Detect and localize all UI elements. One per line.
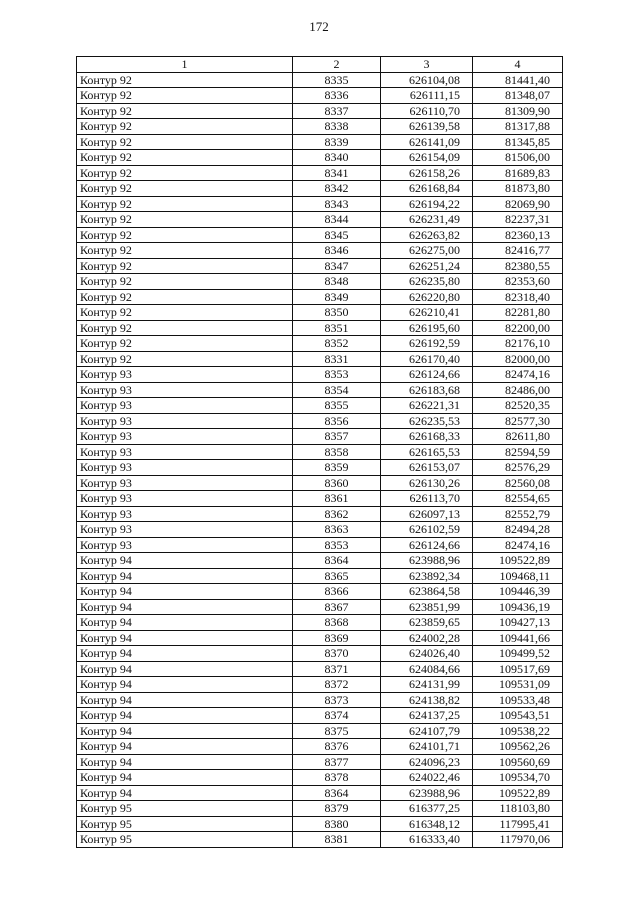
- table-row: [77, 630, 563, 646]
- x-coordinate-cell: 626111,15: [381, 88, 473, 104]
- point-number-cell: 8381: [293, 832, 381, 848]
- point-number-cell: 8347: [293, 258, 381, 274]
- contour-name-cell: Контур 94: [77, 630, 293, 646]
- point-number-cell: 8336: [293, 88, 381, 104]
- contour-name-cell: Контур 93: [77, 475, 293, 491]
- table-row: [77, 72, 563, 88]
- column-header-4: 4: [473, 57, 563, 73]
- y-coordinate-cell: 82494,28: [473, 522, 563, 538]
- point-number-cell: 8340: [293, 150, 381, 166]
- point-number-cell: 8341: [293, 165, 381, 181]
- point-number-cell: 8360: [293, 475, 381, 491]
- table-row: [77, 227, 563, 243]
- table-row: [77, 103, 563, 119]
- x-coordinate-cell: 624137,25: [381, 708, 473, 724]
- point-number-cell: 8350: [293, 305, 381, 321]
- point-number-cell: 8358: [293, 444, 381, 460]
- table-row: [77, 134, 563, 150]
- x-coordinate-cell: 626110,70: [381, 103, 473, 119]
- point-number-cell: 8369: [293, 630, 381, 646]
- contour-name-cell: Контур 94: [77, 754, 293, 770]
- y-coordinate-cell: 82000,00: [473, 351, 563, 367]
- x-coordinate-cell: 626231,49: [381, 212, 473, 228]
- x-coordinate-cell: 623988,96: [381, 553, 473, 569]
- x-coordinate-cell: 624107,79: [381, 723, 473, 739]
- contour-name-cell: Контур 92: [77, 134, 293, 150]
- contour-name-cell: Контур 94: [77, 723, 293, 739]
- contour-name-cell: Контур 93: [77, 413, 293, 429]
- y-coordinate-cell: 82554,65: [473, 491, 563, 507]
- contour-name-cell: Контур 92: [77, 212, 293, 228]
- table-row: [77, 491, 563, 507]
- contour-name-cell: Контур 92: [77, 196, 293, 212]
- contour-name-cell: Контур 93: [77, 398, 293, 414]
- x-coordinate-cell: 626170,40: [381, 351, 473, 367]
- y-coordinate-cell: 82577,30: [473, 413, 563, 429]
- table-row: [77, 150, 563, 166]
- contour-name-cell: Контур 92: [77, 305, 293, 321]
- contour-name-cell: Контур 94: [77, 692, 293, 708]
- point-number-cell: 8348: [293, 274, 381, 290]
- x-coordinate-cell: 626195,60: [381, 320, 473, 336]
- point-number-cell: 8378: [293, 770, 381, 786]
- table-row: [77, 196, 563, 212]
- y-coordinate-cell: 82360,13: [473, 227, 563, 243]
- table-row: [77, 506, 563, 522]
- x-coordinate-cell: 624101,71: [381, 739, 473, 755]
- y-coordinate-cell: 82318,40: [473, 289, 563, 305]
- contour-name-cell: Контур 94: [77, 677, 293, 693]
- point-number-cell: 8377: [293, 754, 381, 770]
- point-number-cell: 8353: [293, 367, 381, 383]
- y-coordinate-cell: 109543,51: [473, 708, 563, 724]
- y-coordinate-cell: 82474,16: [473, 537, 563, 553]
- x-coordinate-cell: 624131,99: [381, 677, 473, 693]
- contour-name-cell: Контур 94: [77, 568, 293, 584]
- table-row: [77, 274, 563, 290]
- contour-name-cell: Контур 92: [77, 165, 293, 181]
- column-header-1: 1: [77, 57, 293, 73]
- x-coordinate-cell: 626168,84: [381, 181, 473, 197]
- y-coordinate-cell: 82176,10: [473, 336, 563, 352]
- table-row: [77, 599, 563, 615]
- x-coordinate-cell: 624002,28: [381, 630, 473, 646]
- point-number-cell: 8376: [293, 739, 381, 755]
- y-coordinate-cell: 81348,07: [473, 88, 563, 104]
- x-coordinate-cell: 626124,66: [381, 537, 473, 553]
- x-coordinate-cell: 624022,46: [381, 770, 473, 786]
- point-number-cell: 8355: [293, 398, 381, 414]
- contour-name-cell: Контур 92: [77, 351, 293, 367]
- x-coordinate-cell: 626154,09: [381, 150, 473, 166]
- table-row: [77, 475, 563, 491]
- x-coordinate-cell: 626153,07: [381, 460, 473, 476]
- x-coordinate-cell: 626104,08: [381, 72, 473, 88]
- y-coordinate-cell: 82611,80: [473, 429, 563, 445]
- x-coordinate-cell: 616333,40: [381, 832, 473, 848]
- point-number-cell: 8337: [293, 103, 381, 119]
- table-row: [77, 646, 563, 662]
- x-coordinate-cell: 623892,34: [381, 568, 473, 584]
- contour-name-cell: Контур 92: [77, 181, 293, 197]
- contour-name-cell: Контур 93: [77, 429, 293, 445]
- contour-name-cell: Контур 92: [77, 336, 293, 352]
- contour-name-cell: Контур 93: [77, 537, 293, 553]
- contour-name-cell: Контур 92: [77, 150, 293, 166]
- contour-name-cell: Контур 94: [77, 584, 293, 600]
- y-coordinate-cell: 109436,19: [473, 599, 563, 615]
- contour-name-cell: Контур 94: [77, 739, 293, 755]
- point-number-cell: 8372: [293, 677, 381, 693]
- contour-name-cell: Контур 94: [77, 708, 293, 724]
- table-row: [77, 692, 563, 708]
- contour-name-cell: Контур 93: [77, 367, 293, 383]
- x-coordinate-cell: 626235,80: [381, 274, 473, 290]
- y-coordinate-cell: 117970,06: [473, 832, 563, 848]
- table-row: [77, 723, 563, 739]
- y-coordinate-cell: 82069,90: [473, 196, 563, 212]
- contour-name-cell: Контур 92: [77, 289, 293, 305]
- y-coordinate-cell: 81309,90: [473, 103, 563, 119]
- x-coordinate-cell: 616377,25: [381, 801, 473, 817]
- table-row: [77, 785, 563, 801]
- table-row: [77, 351, 563, 367]
- point-number-cell: 8368: [293, 615, 381, 631]
- column-header-3: 3: [381, 57, 473, 73]
- y-coordinate-cell: 117995,41: [473, 816, 563, 832]
- table-row: [77, 165, 563, 181]
- x-coordinate-cell: 626130,26: [381, 475, 473, 491]
- table-row: [77, 88, 563, 104]
- contour-name-cell: Контур 94: [77, 661, 293, 677]
- x-coordinate-cell: 626210,41: [381, 305, 473, 321]
- contour-name-cell: Контур 95: [77, 816, 293, 832]
- y-coordinate-cell: 81345,85: [473, 134, 563, 150]
- table-row: [77, 615, 563, 631]
- table-row: [77, 320, 563, 336]
- y-coordinate-cell: 82281,80: [473, 305, 563, 321]
- point-number-cell: 8338: [293, 119, 381, 135]
- x-coordinate-cell: 626235,53: [381, 413, 473, 429]
- contour-name-cell: Контур 95: [77, 832, 293, 848]
- point-number-cell: 8359: [293, 460, 381, 476]
- contour-name-cell: Контур 93: [77, 491, 293, 507]
- y-coordinate-cell: 82560,08: [473, 475, 563, 491]
- y-coordinate-cell: 109427,13: [473, 615, 563, 631]
- contour-name-cell: Контур 94: [77, 553, 293, 569]
- column-header-2: 2: [293, 57, 381, 73]
- table-row: [77, 398, 563, 414]
- point-number-cell: 8361: [293, 491, 381, 507]
- y-coordinate-cell: 81317,88: [473, 119, 563, 135]
- x-coordinate-cell: 626192,59: [381, 336, 473, 352]
- point-number-cell: 8349: [293, 289, 381, 305]
- contour-name-cell: Контур 93: [77, 460, 293, 476]
- point-number-cell: 8363: [293, 522, 381, 538]
- x-coordinate-cell: 624084,66: [381, 661, 473, 677]
- y-coordinate-cell: 109517,69: [473, 661, 563, 677]
- point-number-cell: 8339: [293, 134, 381, 150]
- point-number-cell: 8370: [293, 646, 381, 662]
- contour-name-cell: Контур 92: [77, 227, 293, 243]
- x-coordinate-cell: 626221,31: [381, 398, 473, 414]
- point-number-cell: 8375: [293, 723, 381, 739]
- x-coordinate-cell: 626168,33: [381, 429, 473, 445]
- table-row: [77, 444, 563, 460]
- contour-name-cell: Контур 94: [77, 646, 293, 662]
- x-coordinate-cell: 623988,96: [381, 785, 473, 801]
- y-coordinate-cell: 109446,39: [473, 584, 563, 600]
- x-coordinate-cell: 626158,26: [381, 165, 473, 181]
- point-number-cell: 8357: [293, 429, 381, 445]
- y-coordinate-cell: 82474,16: [473, 367, 563, 383]
- contour-name-cell: Контур 92: [77, 103, 293, 119]
- point-number-cell: 8331: [293, 351, 381, 367]
- y-coordinate-cell: 82380,55: [473, 258, 563, 274]
- x-coordinate-cell: 623859,65: [381, 615, 473, 631]
- x-coordinate-cell: 624026,40: [381, 646, 473, 662]
- point-number-cell: 8373: [293, 692, 381, 708]
- point-number-cell: 8364: [293, 785, 381, 801]
- point-number-cell: 8354: [293, 382, 381, 398]
- contour-name-cell: Контур 92: [77, 72, 293, 88]
- y-coordinate-cell: 109468,11: [473, 568, 563, 584]
- y-coordinate-cell: 81506,00: [473, 150, 563, 166]
- x-coordinate-cell: 626263,82: [381, 227, 473, 243]
- table-row: [77, 677, 563, 693]
- table-row: [77, 212, 563, 228]
- point-number-cell: 8365: [293, 568, 381, 584]
- y-coordinate-cell: 82416,77: [473, 243, 563, 259]
- table-row: [77, 305, 563, 321]
- x-coordinate-cell: 626275,00: [381, 243, 473, 259]
- table-row: [77, 537, 563, 553]
- x-coordinate-cell: 624138,82: [381, 692, 473, 708]
- y-coordinate-cell: 109538,22: [473, 723, 563, 739]
- table-body: [77, 72, 563, 847]
- y-coordinate-cell: 109522,89: [473, 785, 563, 801]
- x-coordinate-cell: 626141,09: [381, 134, 473, 150]
- contour-name-cell: Контур 94: [77, 599, 293, 615]
- point-number-cell: 8344: [293, 212, 381, 228]
- table-row: [77, 584, 563, 600]
- x-coordinate-cell: 616348,12: [381, 816, 473, 832]
- x-coordinate-cell: 626183,68: [381, 382, 473, 398]
- table-row: [77, 770, 563, 786]
- coordinates-table: [76, 56, 563, 848]
- table-row: [77, 367, 563, 383]
- y-coordinate-cell: 109533,48: [473, 692, 563, 708]
- y-coordinate-cell: 109534,70: [473, 770, 563, 786]
- contour-name-cell: Контур 92: [77, 88, 293, 104]
- point-number-cell: 8380: [293, 816, 381, 832]
- y-coordinate-cell: 82486,00: [473, 382, 563, 398]
- table-row: [77, 801, 563, 817]
- table-row: [77, 336, 563, 352]
- table-row: [77, 181, 563, 197]
- contour-name-cell: Контур 94: [77, 785, 293, 801]
- point-number-cell: 8345: [293, 227, 381, 243]
- table-row: [77, 382, 563, 398]
- y-coordinate-cell: 82552,79: [473, 506, 563, 522]
- table-row: [77, 754, 563, 770]
- x-coordinate-cell: 626097,13: [381, 506, 473, 522]
- point-number-cell: 8342: [293, 181, 381, 197]
- table-row: [77, 289, 563, 305]
- y-coordinate-cell: 118103,80: [473, 801, 563, 817]
- contour-name-cell: Контур 93: [77, 444, 293, 460]
- point-number-cell: 8367: [293, 599, 381, 615]
- contour-name-cell: Контур 93: [77, 506, 293, 522]
- contour-name-cell: Контур 92: [77, 258, 293, 274]
- table-header-row: [77, 57, 563, 73]
- table-row: [77, 568, 563, 584]
- x-coordinate-cell: 623864,58: [381, 584, 473, 600]
- contour-name-cell: Контур 93: [77, 382, 293, 398]
- y-coordinate-cell: 109441,66: [473, 630, 563, 646]
- point-number-cell: 8366: [293, 584, 381, 600]
- x-coordinate-cell: 626124,66: [381, 367, 473, 383]
- y-coordinate-cell: 109562,26: [473, 739, 563, 755]
- contour-name-cell: Контур 92: [77, 119, 293, 135]
- contour-name-cell: Контур 94: [77, 770, 293, 786]
- point-number-cell: 8352: [293, 336, 381, 352]
- y-coordinate-cell: 109499,52: [473, 646, 563, 662]
- x-coordinate-cell: 626251,24: [381, 258, 473, 274]
- table-row: [77, 739, 563, 755]
- point-number-cell: 8353: [293, 537, 381, 553]
- page-number: 172: [309, 19, 329, 34]
- table-row: [77, 832, 563, 848]
- x-coordinate-cell: 626113,70: [381, 491, 473, 507]
- x-coordinate-cell: 624096,23: [381, 754, 473, 770]
- point-number-cell: 8371: [293, 661, 381, 677]
- contour-name-cell: Контур 92: [77, 320, 293, 336]
- table-row: [77, 119, 563, 135]
- contour-name-cell: Контур 93: [77, 522, 293, 538]
- contour-name-cell: Контур 94: [77, 615, 293, 631]
- y-coordinate-cell: 82353,60: [473, 274, 563, 290]
- table-row: [77, 522, 563, 538]
- y-coordinate-cell: 109560,69: [473, 754, 563, 770]
- x-coordinate-cell: 626165,53: [381, 444, 473, 460]
- y-coordinate-cell: 109522,89: [473, 553, 563, 569]
- point-number-cell: 8346: [293, 243, 381, 259]
- x-coordinate-cell: 626102,59: [381, 522, 473, 538]
- contour-name-cell: Контур 92: [77, 243, 293, 259]
- point-number-cell: 8335: [293, 72, 381, 88]
- point-number-cell: 8374: [293, 708, 381, 724]
- point-number-cell: 8351: [293, 320, 381, 336]
- y-coordinate-cell: 82520,35: [473, 398, 563, 414]
- point-number-cell: 8364: [293, 553, 381, 569]
- x-coordinate-cell: 623851,99: [381, 599, 473, 615]
- point-number-cell: 8343: [293, 196, 381, 212]
- y-coordinate-cell: 82237,31: [473, 212, 563, 228]
- table-row: [77, 553, 563, 569]
- table-row: [77, 816, 563, 832]
- table-row: [77, 661, 563, 677]
- table-row: [77, 413, 563, 429]
- y-coordinate-cell: 109531,09: [473, 677, 563, 693]
- y-coordinate-cell: 82594,59: [473, 444, 563, 460]
- y-coordinate-cell: 81441,40: [473, 72, 563, 88]
- table-row: [77, 460, 563, 476]
- point-number-cell: 8362: [293, 506, 381, 522]
- table-row: [77, 258, 563, 274]
- table-row: [77, 708, 563, 724]
- y-coordinate-cell: 81873,80: [473, 181, 563, 197]
- contour-name-cell: Контур 92: [77, 274, 293, 290]
- x-coordinate-cell: 626194,22: [381, 196, 473, 212]
- table-row: [77, 243, 563, 259]
- x-coordinate-cell: 626139,58: [381, 119, 473, 135]
- y-coordinate-cell: 82200,00: [473, 320, 563, 336]
- table-row: [77, 429, 563, 445]
- y-coordinate-cell: 81689,83: [473, 165, 563, 181]
- point-number-cell: 8356: [293, 413, 381, 429]
- contour-name-cell: Контур 95: [77, 801, 293, 817]
- point-number-cell: 8379: [293, 801, 381, 817]
- x-coordinate-cell: 626220,80: [381, 289, 473, 305]
- y-coordinate-cell: 82576,29: [473, 460, 563, 476]
